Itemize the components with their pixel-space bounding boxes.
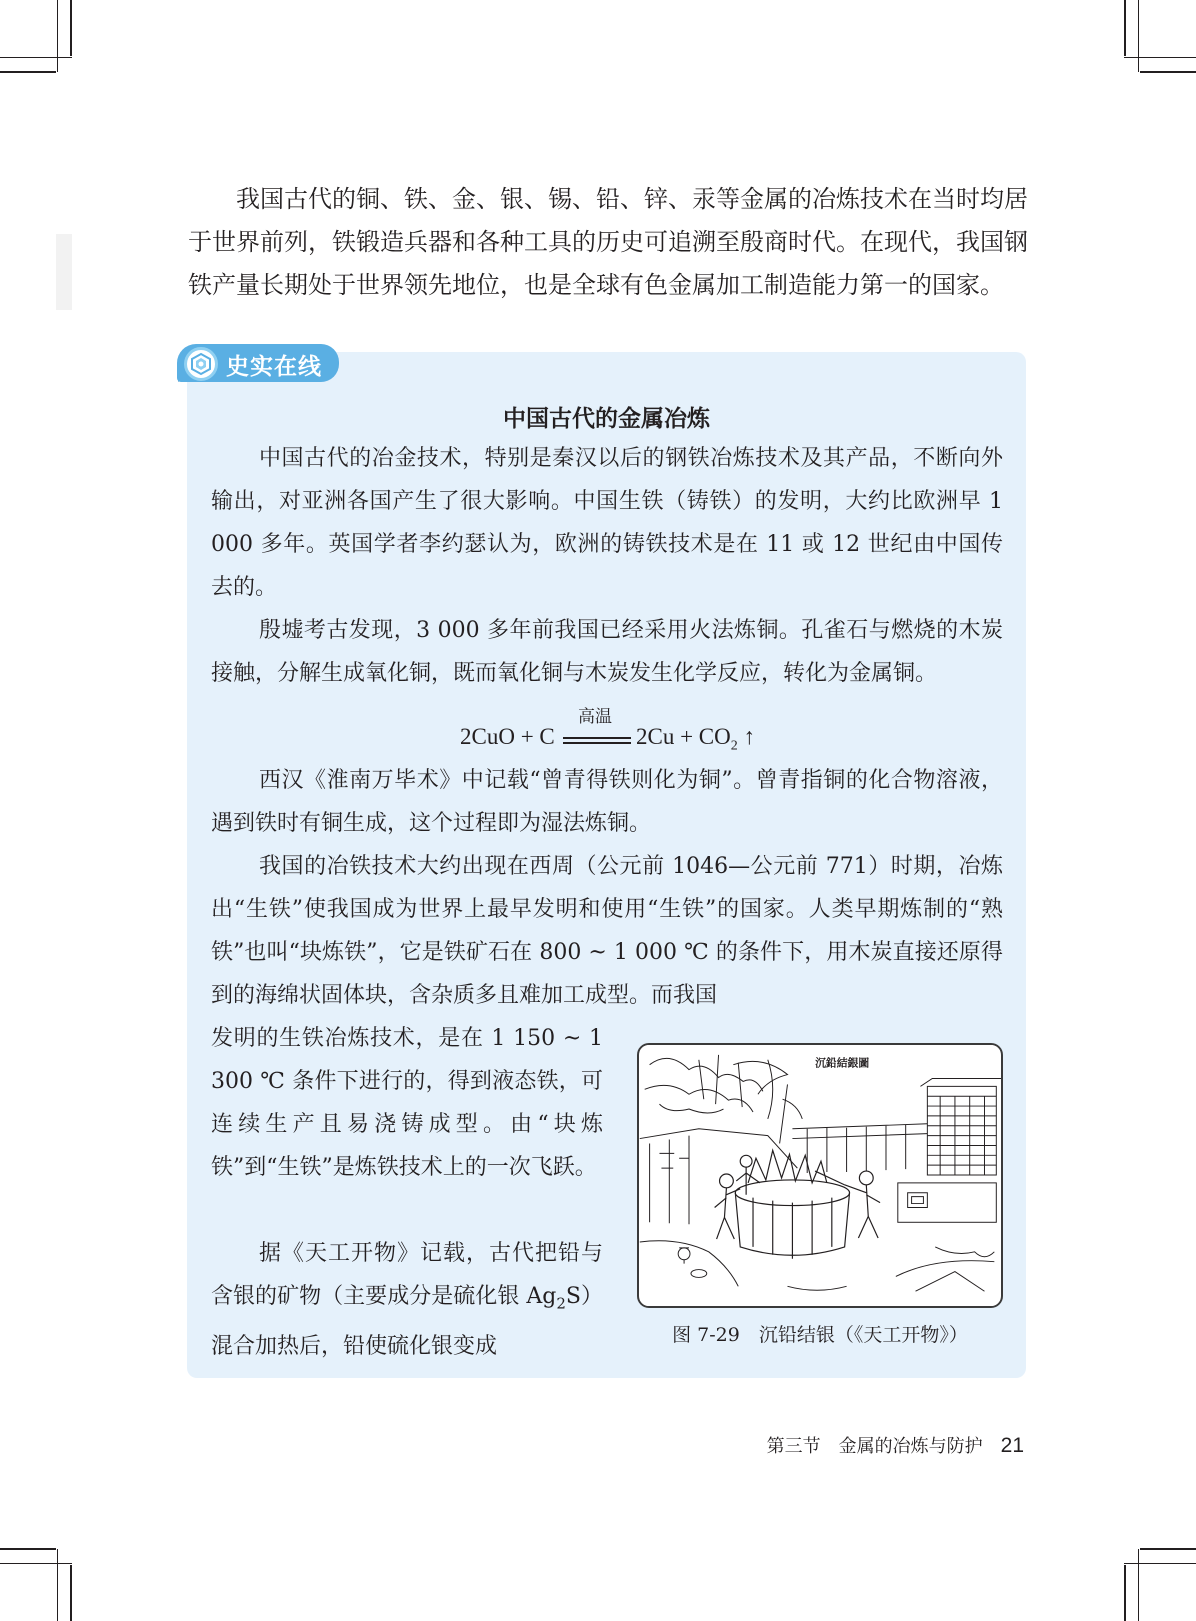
- equation-products-main: 2Cu + CO: [636, 724, 731, 749]
- equation-equals-bar: [563, 742, 631, 744]
- crop-mark: [57, 0, 58, 72]
- paragraph-silver-text-end: S）混合加热后，铅使硫化银变成: [211, 1284, 604, 1360]
- crop-mark: [1138, 1549, 1139, 1621]
- crop-mark: [1124, 1565, 1126, 1621]
- paragraph-iron-continued: 发明的生铁冶炼技术，是在 1 150 ~ 1 300 ℃ 条件下进行的，得到液态铁，可连续生产且易浇铸成型。由“块炼铁”到“生铁”是炼铁技术上的一次飞跃。: [211, 1026, 603, 1180]
- chemical-equation: [460, 702, 780, 762]
- figure-caption: 图 7-29 沉铅结银（《天工开物》）: [672, 1324, 968, 1346]
- paragraph-metallurgy: 中国古代的冶金技术，特别是秦汉以后的钢铁冶炼技术及其产品，不断向外输出，对亚洲各国产生了很大影响。中国生铁（铸铁）的发明，大约比欧洲早 1 000 多年。英国学者李约瑟认为，欧洲的铸铁技术是在 11 或 12 世纪由中国传去的。: [211, 446, 1003, 600]
- crop-mark: [1138, 0, 1139, 72]
- page-edge-shade: [56, 234, 72, 310]
- crop-mark: [70, 0, 72, 56]
- paragraph-fire-copper: 殷墟考古发现，3 000 多年前我国已经采用火法炼铜。孔雀石与燃烧的木炭接触，分解生成氧化铜，既而氧化铜与木炭发生化学反应，转化为金属铜。: [211, 618, 1003, 686]
- footer-section-title: 第三节 金属的冶炼与防护: [766, 1436, 983, 1457]
- page-number: 21: [1000, 1434, 1024, 1457]
- paragraph-silver: [211, 1232, 603, 1368]
- paragraph-wet-copper: 西汉《淮南万毕术》中记载“曾青得铁则化为铜”。曾青指铜的化合物溶液，遇到铁时有铜生成，这个过程即为湿法炼铜。: [211, 768, 1003, 836]
- woodcut-illustration: [639, 1045, 1001, 1306]
- formula-subscript: 2: [556, 1294, 566, 1313]
- gas-arrow: ↑: [737, 724, 756, 749]
- equation-equals-bar: [563, 737, 631, 739]
- equation-condition: 高温: [578, 707, 612, 727]
- figure-inscription: 沉鉛結銀圖: [815, 1056, 870, 1070]
- equation-subscript: 2: [730, 738, 738, 754]
- paragraph-iron: 我国的冶铁技术大约出现在西周（公元前 1046—公元前 771）时期，冶炼出“生铁”使我国成为世界上最早发明和使用“生铁”的国家。人类早期炼制的“熟铁”也叫“块炼铁”，它是铁矿石在 800 ~ 1 000 ℃ 的条件下，用木炭直接还原得到的海绵状固体块，含杂质多且难加工成型。而我国: [211, 854, 1003, 1008]
- intro-section: [188, 178, 1028, 307]
- history-emblem-icon: [184, 347, 218, 381]
- crop-mark: [0, 1563, 72, 1564]
- box-title: 中国古代的金属冶炼: [503, 406, 710, 432]
- equation-products: [636, 724, 755, 755]
- crop-mark: [1124, 0, 1126, 56]
- page-footer: [767, 1432, 1024, 1458]
- crop-mark: [70, 1565, 72, 1621]
- crop-mark: [1140, 71, 1196, 73]
- crop-mark: [0, 71, 56, 73]
- paragraph-silver-text: 据《天工开物》记载，古代把铅与含银的矿物（主要成分是硫化银 Ag: [211, 1241, 603, 1309]
- crop-mark: [1124, 1563, 1196, 1564]
- figure-lead-silver-illustration: [637, 1043, 1003, 1308]
- crop-mark: [0, 1548, 56, 1550]
- crop-mark: [0, 57, 72, 58]
- equation-reactants: 2CuO + C: [460, 724, 555, 749]
- crop-mark: [1124, 57, 1196, 58]
- crop-mark: [57, 1549, 58, 1621]
- section-tag-label: 史实在线: [226, 354, 322, 380]
- intro-paragraph: 我国古代的铜、铁、金、银、锡、铅、锌、汞等金属的冶炼技术在当时均居于世界前列，铁锻造兵器和各种工具的历史可追溯至殷商时代。在现代，我国钢铁产量长期处于世界领先地位，也是全球有色金属加工制造能力第一的国家。: [188, 185, 1028, 299]
- crop-mark: [1140, 1548, 1196, 1550]
